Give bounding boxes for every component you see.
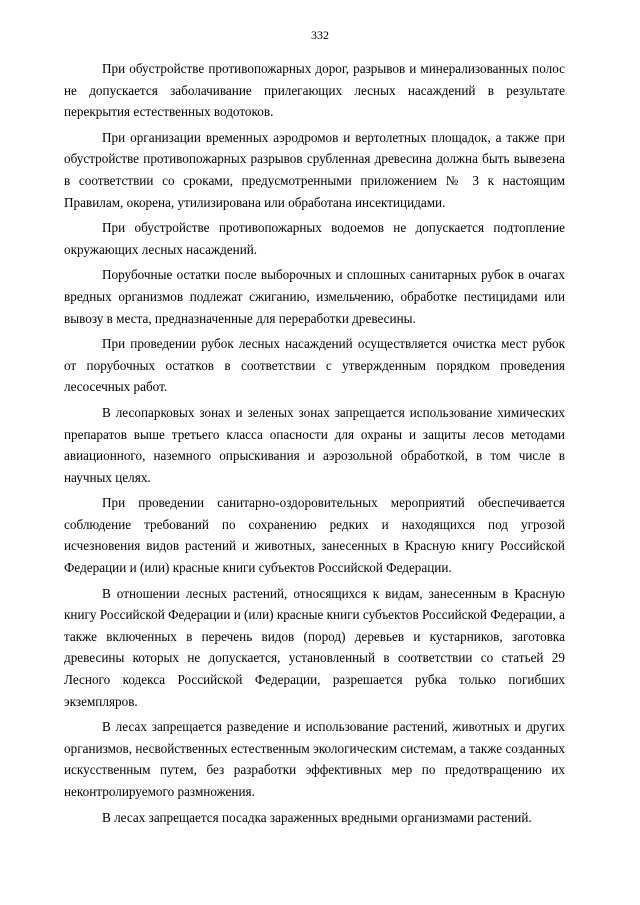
paragraph: При проведении санитарно-оздоровительных мероприятий обеспечивается соблюдение требований по сохранению редких и находящихся под угрозой исчезновения видов растений и животных, занесенных в Красную книгу Российской Федерации и (или) красные книги субъектов Российской Федерации. bbox=[64, 495, 565, 576]
paragraph: При организации временных аэродромов и вертолетных площадок, а также при обустройстве противопожарных разрывов срубленная древесина должна быть вывезена в соответствии со сроками, предусмотренными приложением № 3 к настоящим Правилам, окорена, утилизирована или обработана инсектицидами. bbox=[64, 129, 565, 210]
paragraph: В отношении лесных растений, относящихся к видам, занесенным в Красную книгу Российской Федерации и (или) красные книги субъектов Российской Федерации, а также включенных в перечень видов (пород) деревьев и кустарников, заготовка древесины которых не допускается, установленный в соответствии со статьей 29 Лесного кодекса Российской Федерации, разрешается рубка только погибших экземпляров. bbox=[64, 585, 565, 709]
paragraph: При обустройстве противопожарных дорог, разрывов и минерализованных полос не допускается заболачивание прилегающих лесных насаждений в результате перекрытия естественных водотоков. bbox=[64, 61, 565, 120]
document-body bbox=[64, 58, 565, 832]
paragraph: В лесах запрещается разведение и использование растений, животных и других организмов, несвойственных естественным экологическим системам, а также созданных искусственным путем, без разработки эффективных мер по предотвращению их неконтролируемого размножения. bbox=[64, 719, 565, 799]
page-number: 332 bbox=[311, 28, 329, 42]
paragraph: В лесах запрещается посадка зараженных вредными организмами растений. bbox=[102, 809, 532, 825]
paragraph: В лесопарковых зонах и зеленых зонах запрещается использование химических препаратов выше третьего класса опасности для охраны и защиты лесов методами авиационного, наземного опрыскивания и аэрозольной обработкой, в том числе в научных целях. bbox=[64, 404, 565, 485]
paragraph: При обустройстве противопожарных водоемов не допускается подтопление окружающих лесных насаждений. bbox=[64, 220, 565, 257]
paragraph: Порубочные остатки после выборочных и сплошных санитарных рубок в очагах вредных организмов подлежат сжиганию, измельчению, обработке пестицидами или вывозу в места, предназначенные для переработки древесины. bbox=[64, 267, 565, 326]
paragraph: При проведении рубок лесных насаждений осуществляется очистка мест рубок от порубочных остатков в соответствии с утвержденным порядком проведения лесосечных работ. bbox=[64, 336, 565, 395]
